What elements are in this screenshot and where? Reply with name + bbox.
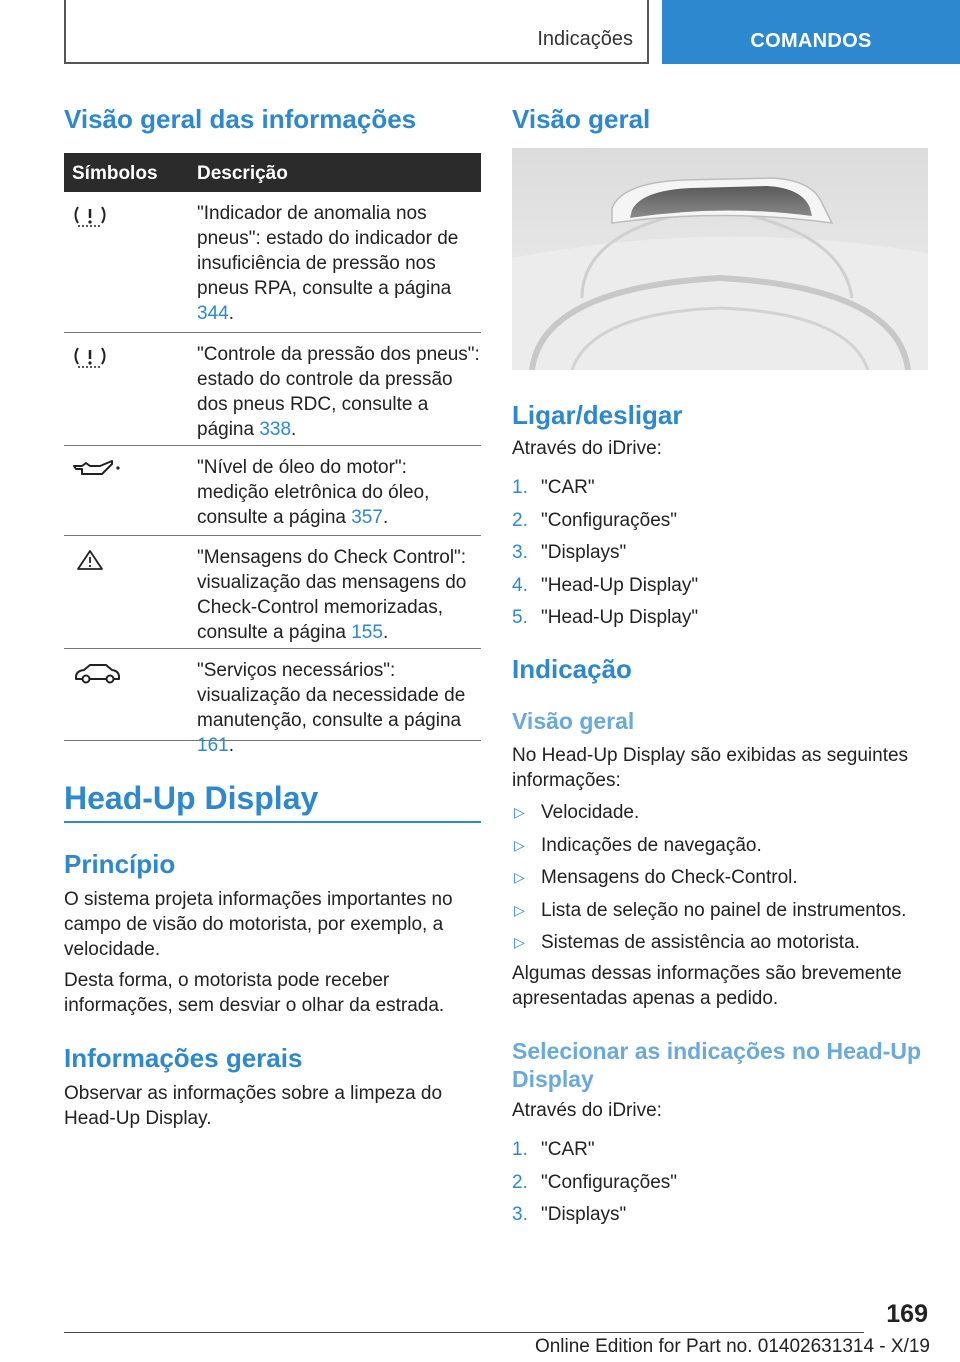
row-description: "Controle da pressão dos pneus": estado do controle da pressão dos pneus RDC, consulte a página 338. bbox=[197, 344, 480, 440]
edition-note: Online Edition for Part no. 01402631314 - X/19 bbox=[534, 1336, 930, 1357]
tire-pressure-monitor-icon bbox=[72, 345, 108, 371]
symbols-table bbox=[64, 153, 481, 756]
table-row bbox=[64, 649, 481, 756]
list-item: 5. "Head-Up Display" bbox=[512, 607, 699, 628]
list-item: 1. "CAR" bbox=[512, 477, 595, 498]
list-item: ▷ Sistemas de assistência ao motorista. bbox=[514, 932, 860, 953]
list-item: 4. "Head-Up Display" bbox=[512, 574, 699, 596]
page-link[interactable]: 338 bbox=[259, 419, 292, 440]
row-description: "Serviços necessários": visualização da necessidade de manutenção, consulte a página 161. bbox=[197, 660, 466, 756]
display-note: Algumas dessas informações são brevemente apresentadas apenas a pedido. bbox=[512, 963, 902, 1009]
general-info-paragraph: Observar as informações sobre a limpeza do Head-Up Display. bbox=[64, 1083, 443, 1129]
warning-triangle-icon bbox=[72, 548, 108, 574]
hud-title: Head-Up Display bbox=[64, 780, 481, 823]
overview-info-title: Visão geral das informações bbox=[64, 104, 417, 134]
overview-title: Visão geral bbox=[512, 104, 651, 134]
header-section-tab bbox=[64, 0, 649, 64]
display-overview-subtitle: Visão geral bbox=[512, 708, 635, 734]
hud-photo bbox=[512, 148, 928, 370]
list-item: 1. "CAR" bbox=[512, 1139, 595, 1160]
table-header bbox=[64, 153, 481, 192]
row-description: "Indicador de anomalia nos pneus": estado do indicador de insuficiência de pressão nos pneus RPA, consulte a página 344. bbox=[197, 203, 459, 324]
select-steps bbox=[512, 1137, 928, 1235]
page-number: 169 bbox=[886, 1300, 928, 1328]
page-link[interactable]: 161 bbox=[197, 735, 229, 756]
table-row bbox=[64, 536, 481, 649]
on-off-intro: Através do iDrive: bbox=[512, 438, 662, 459]
principle-paragraph-1: O sistema projeta informações importantes no campo de visão do motorista, por exemplo, a velocidade. bbox=[64, 889, 453, 960]
principle-title: Princípio bbox=[64, 849, 176, 879]
col-symbols-header: Símbolos bbox=[72, 163, 158, 184]
display-title: Indicação bbox=[512, 654, 632, 684]
table-row bbox=[64, 192, 481, 333]
select-displays-title: Selecionar as indicações no Head-Up Display bbox=[512, 1038, 922, 1092]
page-link[interactable]: 357 bbox=[351, 507, 383, 528]
car-service-icon bbox=[72, 661, 122, 687]
col-description-header: Descrição bbox=[197, 163, 288, 184]
on-off-steps bbox=[512, 475, 928, 638]
list-item: ▷ Lista de seleção no painel de instrumentos. bbox=[514, 899, 907, 921]
table-row bbox=[64, 446, 481, 536]
list-item: 3. "Displays" bbox=[512, 1204, 627, 1225]
display-intro: No Head-Up Display são exibidas as seguintes informações: bbox=[512, 745, 909, 791]
tire-pressure-warning-icon bbox=[72, 204, 108, 230]
row-description: "Mensagens do Check Control": visualização das mensagens do Check-Control memorizadas, consulte a página 155. bbox=[197, 547, 467, 643]
display-items bbox=[512, 800, 928, 963]
list-item: ▷ Indicações de navegação. bbox=[514, 834, 762, 856]
page-link[interactable]: 344 bbox=[197, 303, 229, 324]
page-link[interactable]: 155 bbox=[351, 622, 383, 643]
header-chapter-tab bbox=[662, 0, 960, 64]
list-item: 3. "Displays" bbox=[512, 542, 627, 563]
list-item: ▷ Velocidade. bbox=[514, 802, 640, 823]
oil-can-icon bbox=[72, 458, 122, 484]
list-item: ▷ Mensagens do Check-Control. bbox=[514, 867, 798, 888]
on-off-title: Ligar/desligar bbox=[512, 400, 683, 430]
principle-paragraph-2: Desta forma, o motorista pode receber informações, sem desviar o olhar da estrada. bbox=[64, 970, 445, 1016]
row-description: "Nível de óleo do motor": medição eletrônica do óleo, consulte a página 357. bbox=[197, 457, 430, 528]
select-intro: Através do iDrive: bbox=[512, 1100, 662, 1121]
header-chapter-label: COMANDOS bbox=[750, 30, 872, 52]
list-item: 2. "Configurações" bbox=[512, 509, 678, 531]
list-item: 2. "Configurações" bbox=[512, 1171, 678, 1193]
footer-divider bbox=[64, 1332, 864, 1333]
table-row bbox=[64, 333, 481, 446]
header-section-label: Indicações bbox=[537, 28, 633, 50]
general-info-title: Informações gerais bbox=[64, 1043, 303, 1073]
